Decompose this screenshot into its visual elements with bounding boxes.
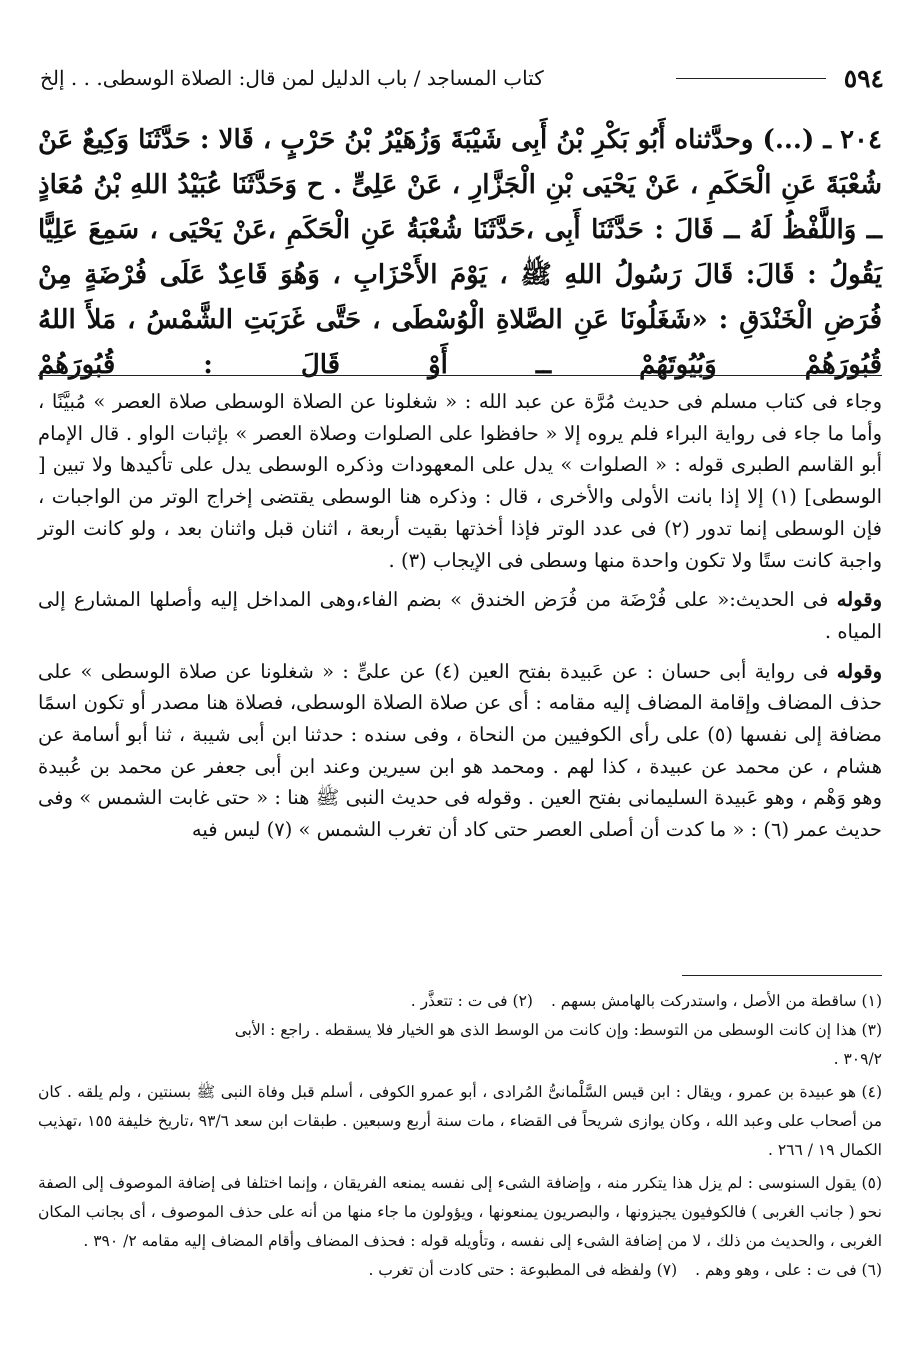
page-number: ٥٩٤ <box>843 64 884 93</box>
footnote-separator <box>682 975 882 976</box>
footnotes-block <box>38 987 882 1285</box>
footnote-row <box>38 1256 882 1285</box>
hadith-text: ٢٠٤ ـ (...) وحدَّثناه أَبُو بَكْرِ بْنُ أَبِى شَيْبَةَ وَزُهَيْرُ بْنُ حَرْبٍ ، قَالا : حَدَّثَنَا وَكِيعٌ عَنْ شُعْبَةَ عَنِ الْحَكَمِ ، عَنْ يَحْيَى بْنِ الْجَزَّارِ ، عَنْ عَلِىٍّ . ح وَحَدَّثَنَا عُبَيْدُ اللهِ بْنُ مُعَاذٍ ــ وَاللَّفْظُ لَهُ ــ قَالَ : حَدَّثَنَا أَبِى ،حَدَّثَنَا شُعْبَةُ عَنِ الْحَكَمِ ،عَنْ يَحْيَى ، سَمِعَ عَلِيًّا يَقُولُ : قَالَ: قَالَ رَسُولُ اللهِ ﷺ ، يَوْمَ الأَحْزَابِ ، وَهُوَ قَاعِدٌ عَلَى فُرْضَةٍ مِنْ فُرَضِ الْخَنْدَقِ : «شَغَلُونَا عَنِ الصَّلاةِ الْوُسْطَى ، حَتَّى غَرَبَتِ الشَّمْسُ ، مَلأَ اللهُ قُبُورَهُمْ وَبُيُوتَهُمْ ــ أَوْ قَالَ : قُبُورَهُمْ <box>38 125 882 380</box>
footnote-4: (٤) هو عبيدة بن عمرو ، ويقال : ابن قيس السَّلْمانىُّ المُرادى ، أبو عمرو الكوفى ، أسلم قبل وفاة النبى ﷺ بسنتين ، ولم يلقه . كان من أصحاب على وعبد الله ، وكان يوازى شريحاً فى القضاء ، مات سنة أربع وسبعين . طبقات ابن سعد ٩٣/٦ ،تاريخ خليفة ١٥٥ ،تهذيب الكمال ١٩ / ٢٦٦ . <box>38 1083 883 1159</box>
paragraph-text: فى رواية أبى حسان : عن عَبيدة بفتح العين (٤) عن علىٍّ : « شغلونا عن صلاة الوسطى » على حذف المضاف وإقامة المضاف إليه مقامه : أى عن صلاة الصلاة الوسطى، فصلاة هنا مصدر أو تكون اسمًا مضافة إلى نفسها (٥) على رأى الكوفيين من النحاة ، وفى سنده : حدثنا ابن أبى شيبة ، ثنا أبو أسامة عن هشام ، عن محمد عن عبيدة ، كذا لهم . ومحمد هو ابن سيرين وعند ابن أبى جعفر عن محمد بن عُبيدة وهو وَهْم ، وهو عَبيدة السليمانى بفتح العين . وقوله فى حديث النبى ﷺ هنا : « حتى غابت الشمس » وفى حديث عمر (٦) : « ما كدت أن أصلى العصر حتى كاد أن تغرب الشمس » (٧) ليس فيه <box>38 659 882 842</box>
page-header <box>40 64 884 98</box>
commentary-paragraph-2 <box>38 584 882 647</box>
commentary-block <box>38 386 882 846</box>
paragraph-lead-word: وقوله <box>836 659 883 683</box>
footnote-6: (٦) فى ت : على ، وهو وهم . <box>695 1261 882 1279</box>
footnote-7: (٧) ولفظه فى المطبوعة : حتى كادت أن تغرب . <box>368 1261 678 1279</box>
paragraph-text: فى الحديث:« على فُرْضَة من فُرَض الخندق » بضم الفاء،وهى المداخل إليه وأصلها المشارع إلى المياه . <box>38 588 882 643</box>
main-separator <box>38 375 882 376</box>
footnote-3: (٣) هذا إن كانت الوسطى من التوسط: وإن كانت من الوسط الذى هو الخيار فلا يسقطه . راجع : الأبى <box>234 1021 882 1039</box>
commentary-paragraph-1: وجاء فى كتاب مسلم فى حديث مُرَّة عن عبد الله : « شغلونا عن الصلاة الوسطى صلاة العصر » مُبيَّنًا ، وأما ما جاء فى رواية البراء فلم يروه إلا « حافظوا على الصلوات وصلاة العصر » بإثبات الواو . قال الإمام أبو القاسم الطبرى قوله : « الصلوات » يدل على المعهودات وذكره الوسطى يدل على تأكيدها ولا تبين [ الوسطى] (١) إلا إذا بانت الأولى والأخرى ، قال : وذكره هنا الوسطى يقتضى إخراج الوتر من الواجبات ، فإن الوسطى إنما تدور (٢) فى عدد الوتر فإذا أخذتها بقيت أربعة ، اثنان قبل واثنان بعد ، ولو كانت الوتر واجبة كانت ستًا ولا تكون واحدة منها وسطى فى الإيجاب (٣) . <box>38 390 883 572</box>
footnote-1: (١) ساقطة من الأصل ، واستدركت بالهامش بسهم . <box>550 992 882 1010</box>
footnote-5: (٥) يقول السنوسى : لم يزل هذا يتكرر منه ، وإضافة الشىء إلى نفسه يمنعه الفريقان ، وإنما اختلفا فى إضافة الموصوف إلى الصفة نحو ( جانب الغربى ) فالكوفيون يجيزونها ، والبصريون يمنعونها ، ويؤولون ما جاء منها من أنه على حذف الموصوف ، أى بجانب المكان الغربى ، والحديث من ذلك ، لا من إضافة الشىء إلى نفسه ، وتأويله قوله : فحذف المضاف وأقام المضاف إليه مقامه ٢/ ٣٩٠ . <box>38 1174 882 1250</box>
header-rule <box>676 78 826 79</box>
running-title: كتاب المساجد / باب الدليل لمن قال: الصلاة الوسطى. . . إلخ <box>40 66 544 90</box>
footnote-row <box>38 987 882 1016</box>
footnote-2: (٢) فى ت : تتعذَّر . <box>410 992 533 1010</box>
hadith-text-block <box>38 118 882 388</box>
commentary-paragraph-3 <box>38 656 882 846</box>
footnote-3-continuation: ٣٠٩/٢ . <box>833 1050 882 1068</box>
paragraph-lead-word: وقوله <box>836 588 883 612</box>
